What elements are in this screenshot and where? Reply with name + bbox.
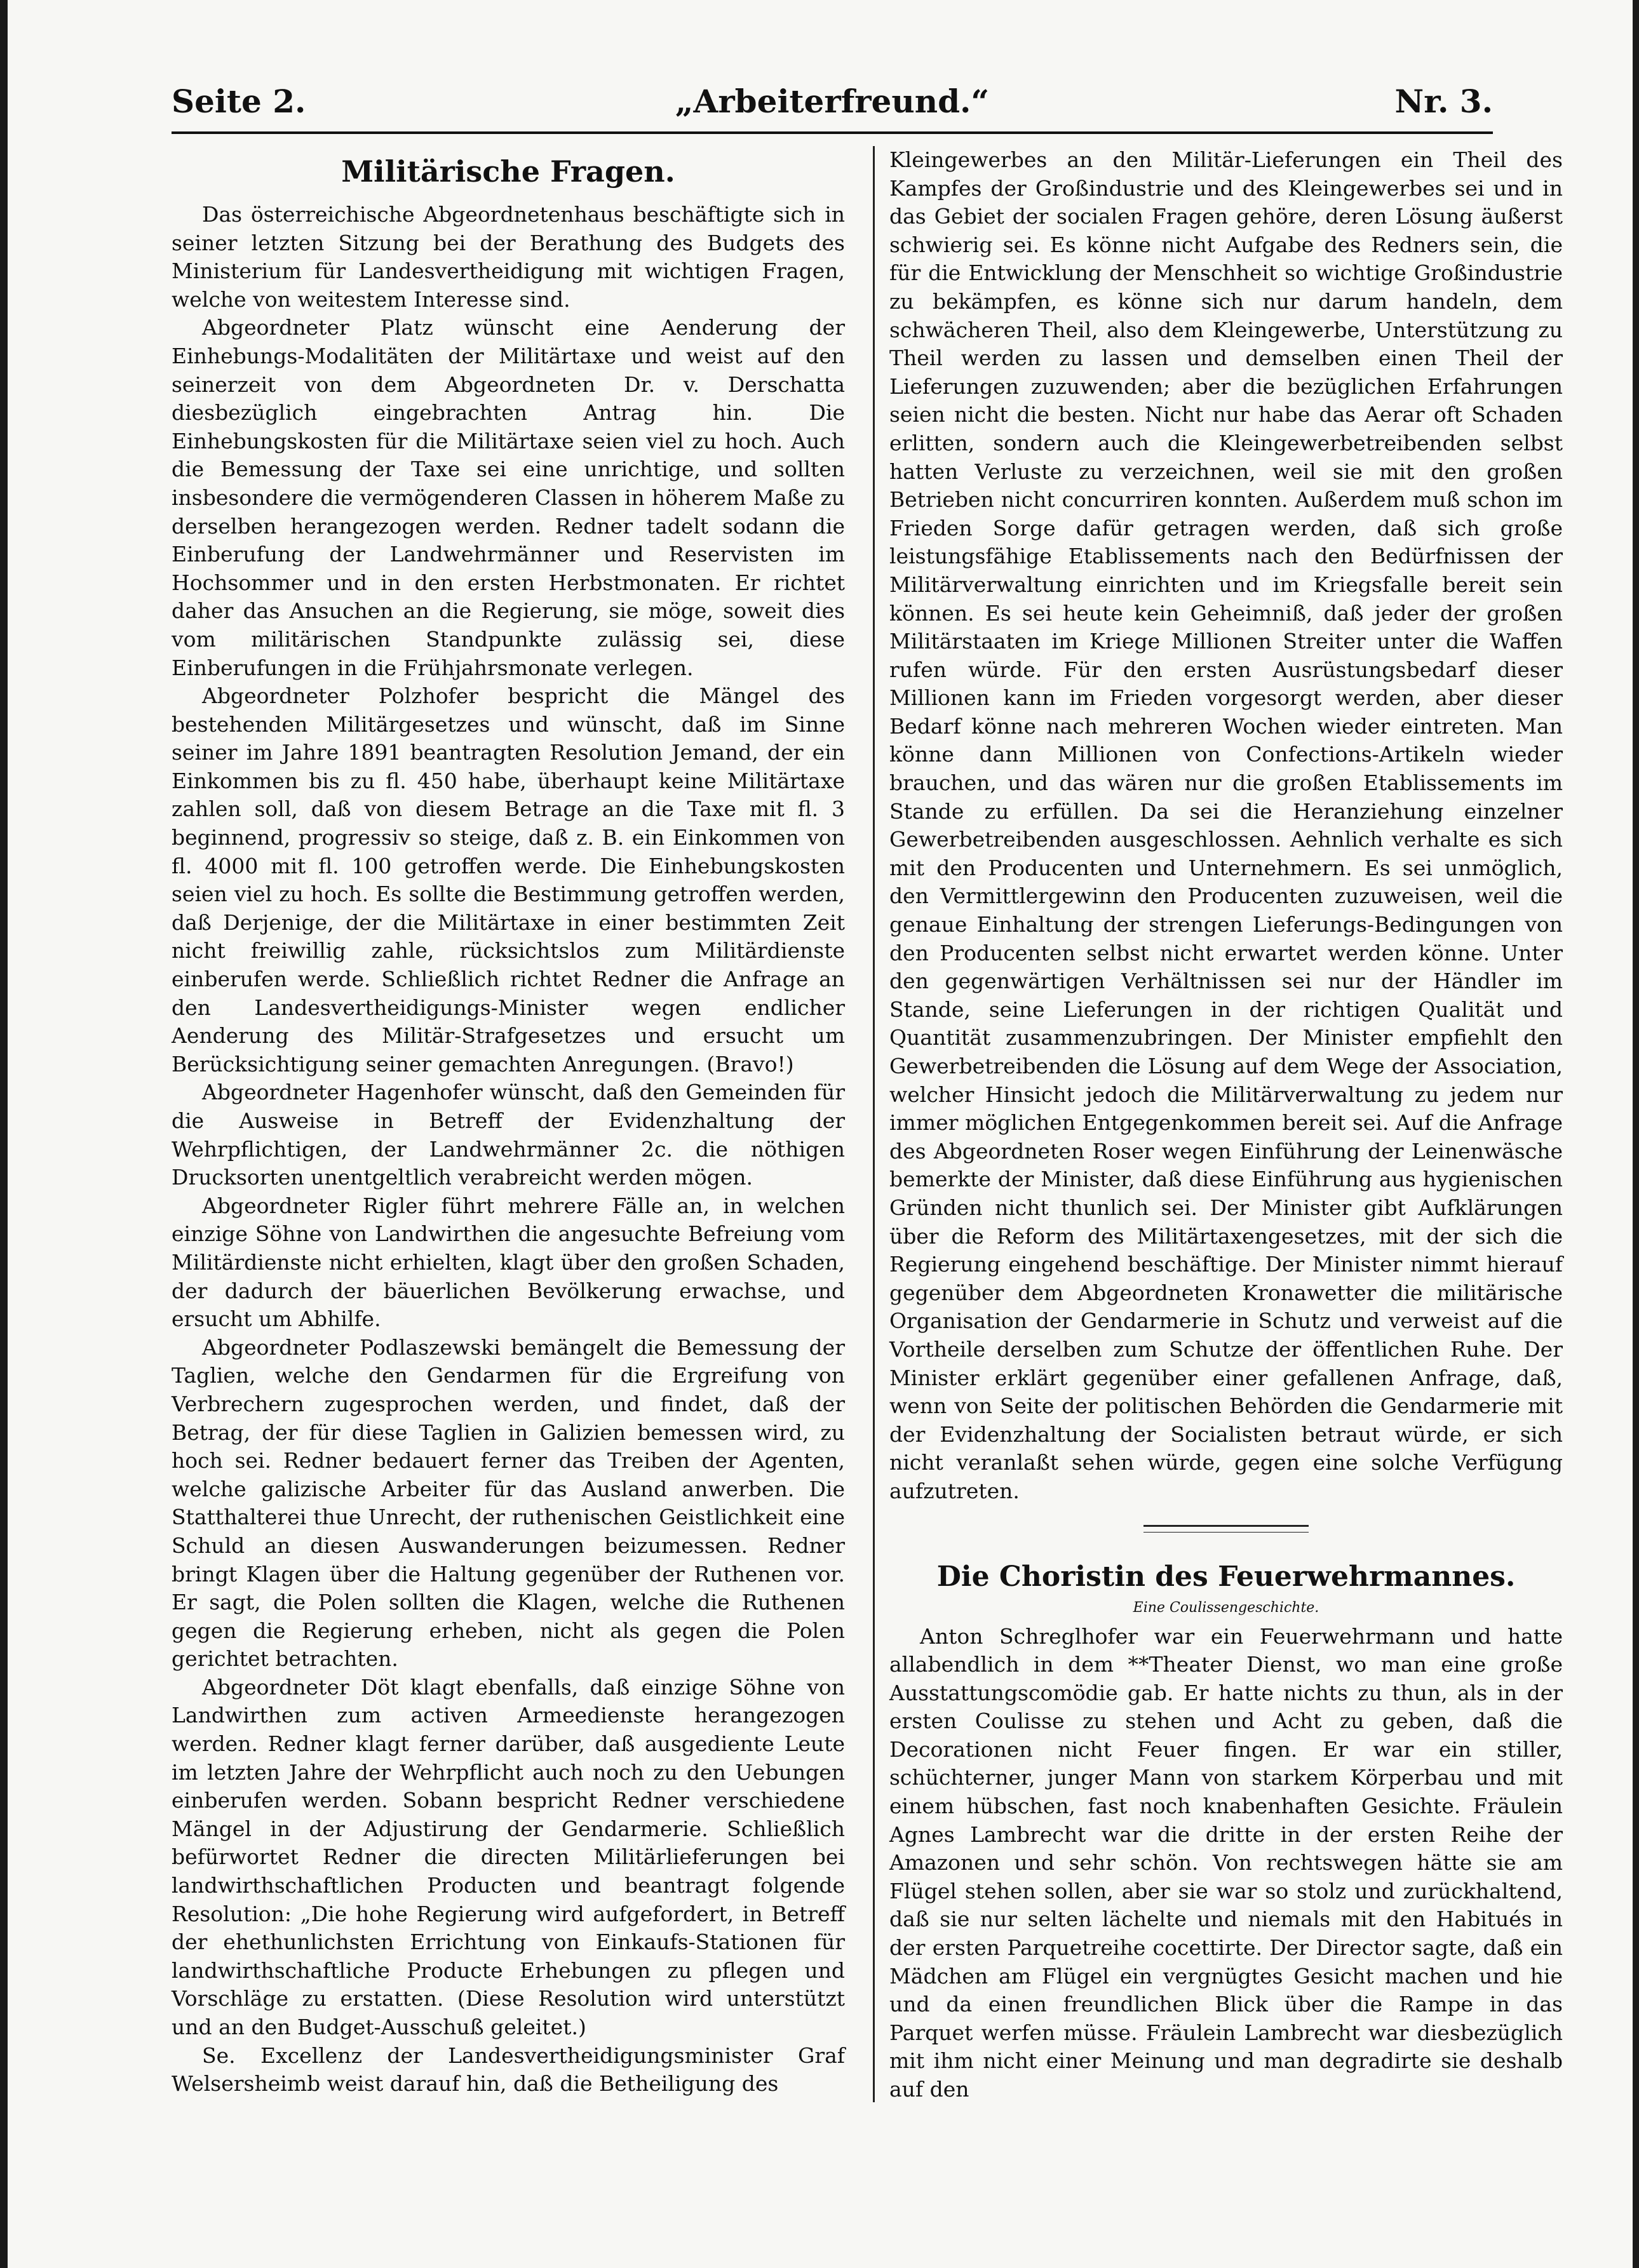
- article-title: Militärische Fragen.: [341, 154, 675, 189]
- article-paragraph: Abgeordneter Polzhofer bespricht die Mängel des bestehenden Militärgesetzes und wünscht, daß im Sinne seiner im Jahre 1891 beantragten Resolution Jemand, der ein Einkommen bis zu fl. 450 habe, überhaupt keine Militärtaxe zahlen soll, daß von diesem Betrage an die Taxe mit fl. 3 beginnend, progressiv so steige, daß z. B. ein Einkommen von fl. 4000 mit fl. 100 getroffen werde. Die Einhebungskosten seien viel zu hoch. Es sollte die Bestimmung getroffen werden, daß Derjenige, der die Militärtaxe in einer bestimmten Zeit nicht freiwillig zahle, rücksichtslos zum Militärdienste einberufen werde. Schließlich richtet Redner die Anfrage an den Landesvertheidigungs-Minister wegen endlicher Aenderung des Militär-Strafgesetzes und ersucht um Berücksichtigung seiner gemachten Anregungen. (Bravo!): [172, 683, 845, 1077]
- story-paragraph: Anton Schreglhofer war ein Feuerwehrmann und hatte allabendlich in dem **Theater Dienst, wo man eine große Ausstattungscomödie gab. Er hatte nichts zu thun, als in der ersten Coulisse zu stehen und Acht zu geben, daß die Decorationen nicht Feuer fingen. Er war ein stiller, schüchterner, junger Mann von starkem Körperbau und mit einem hübschen, fast noch knabenhaften Gesichte. Fräulein Agnes Lambrecht war die dritte in der ersten Reihe der Amazonen und sehr schön. Von rechtswegen hätte sie am Flügel stehen sollen, aber sie war so stolz und zurückhaltend, daß sie nur selten lächelte und niemals mit den Habitués in der ersten Parquetreihe cocettirte. Der Director sagte, daß ein Mädchen am Flügel ein vergnügtes Gesicht machen und hie und da einen freundlichen Blick über die Rampe in das Parquet werfen müsse. Fräulein Lambrecht war diesbezüglich mit ihm nicht einer Meinung und man degradirte sie deshalb auf den: [889, 1623, 1563, 2102]
- story-subtitle: Eine Coulissengeschichte.: [1133, 1599, 1319, 1616]
- page-number: Seite 2.: [172, 83, 306, 120]
- header-rule: [172, 131, 1493, 134]
- masthead-title: „Arbeiterfreund.“: [675, 83, 990, 120]
- article-paragraph: Abgeordneter Rigler führt mehrere Fälle an, in welchen einzige Söhne von Landwirthen die angesuchte Befreiung vom Militärdienste nicht erhielten, klagt über den großen Schaden, der dadurch der bäuerlichen Bevölkerung erwachse, und ersucht um Abhilfe.: [172, 1193, 845, 1332]
- article-paragraph: Abgeordneter Platz wünscht eine Aenderung der Einhebungs-Modalitäten der Militärtaxe und weist auf den seinerzeit von dem Abgeordneten Dr. v. Derschatta diesbezüglich eingebrachten Antrag hin. Die Einhebungskosten für die Militärtaxe seien viel zu hoch. Auch die Bemessung der Taxe sei eine unrichtige, und sollten insbesondere die vermögenderen Classen in höherem Maße zu derselben herangezogen werden. Redner tadelt sodann die Einberufung der Landwehrmänner und Reservisten im Hochsommer und in den ersten Herbstmonaten. Er richtet daher das Ansuchen an die Regierung, sie möge, soweit dies vom militärischen Standpunkte zulässig sei, diese Einberufungen in die Frühjahrsmonate verlegen.: [172, 315, 845, 680]
- article-paragraph-continued: Kleingewerbes an den Militär-Lieferungen ein Theil des Kampfes der Großindustrie und des Kleingewerbes sei und in das Gebiet der socialen Fragen gehöre, deren Lösung äußerst schwierig sei. Es könne nicht Aufgabe des Redners sein, die für die Entwicklung der Menschheit so wichtige Großindustrie zu bekämpfen, es könne sich nur darum handeln, dem schwächeren Theil, also dem Kleingewerbe, Unterstützung zu Theil werden zu lassen und demselben einen Theil der Lieferungen zuzuwenden; aber die bezüglichen Erfahrungen seien nicht die besten. Nicht nur habe das Aerar oft Schaden erlitten, sondern auch die Kleingewerbetreibenden selbst hatten Verluste zu verzeichnen, weil sie mit den großen Betrieben nicht concurriren konnten. Außerdem muß schon im Frieden Sorge dafür getragen werden, daß sich große leistungsfähige Etablissements nach den Bedürfnissen der Militärverwaltung einrichten und im Kriegsfalle bereit sein können. Es sei heute kein Geheimniß, daß jeder der großen Militärstaaten im Kriege Millionen Streiter unter die Waffen rufen würde. Für den ersten Ausrüstungsbedarf dieser Millionen kann im Frieden vorgesorgt werden, aber dieser Bedarf könne nach mehreren Wochen wieder eintreten. Man könne dann Millionen von Confections-Artikeln wieder brauchen, und das wären nur die großen Etablissements im Stande zu erfüllen. Da sei die Heranziehung einzelner Gewerbetreibenden ausgeschlossen. Aehnlich verhalte es sich mit den Producenten und Unternehmern. Es sei unmöglich, den Vermittlergewinn den Producenten zuzuweisen, weil die genaue Einhaltung der strengen Lieferungs-Bedingungen von den Producenten selbst nicht erwartet werden könne. Unter den gegenwärtigen Verhältnissen sei nur der Händler im Stande, seine Lieferungen in der richtigen Qualität und Quantität zusammenzubringen. Der Minister empfiehlt den Gewerbetreibenden die Lösung auf dem Wege der Association, welcher Hinsicht jedoch die Militärverwaltung zu jedem nur immer möglichen Entgegenkommen bereit sei. Auf die Anfrage des Abgeordneten Roser wegen Einführung der Leinenwäsche bemerkte der Minister, daß diese Einführung aus hygienischen Gründen nicht thunlich sei. Der Minister gibt Aufklärungen über die Reform des Militärtaxengesetzes, mit der sich die Regierung eingehend beschäftige. Der Minister nimmt hierauf gegenüber dem Abgeordneten Kronawetter die militärische Organisation der Gendarmerie in Schutz und verweist auf die Vortheile derselben zum Schutze der öffentlichen Ruhe. Der Minister erklärt gegenüber einer gefallenen Anfrage, daß, wenn von Seite der politischen Behörden die Gendarmerie mit der Evidenzhaltung der Socialisten betraut würde, er sich nicht veranlaßt sehen würde, gegen eine solche Verfügung aufzutreten.: [889, 147, 1563, 1503]
- article-paragraph: Abgeordneter Hagenhofer wünscht, daß den Gemeinden für die Ausweise in Betreff der Evidenzhaltung der Wehrpflichtigen, der Landwehrmänner 2c. die nöthigen Drucksorten unentgeltlich verabreicht werden mögen.: [172, 1080, 845, 1190]
- issue-number: Nr. 3.: [1394, 83, 1493, 120]
- page-header: [172, 79, 1493, 124]
- story-title: Die Choristin des Feuerwehrmannes.: [936, 1560, 1516, 1593]
- article-paragraph: Abgeordneter Döt klagt ebenfalls, daß einzige Söhne von Landwirthen zum activen Armeedienste herangezogen werden. Redner klagt ferner darüber, daß ausgediente Leute im letzten Jahre der Wehrpflicht auch noch zu den Uebungen einberufen werden. Sobann bespricht Redner verschiedene Mängel in der Adjustirung der Gendarmerie. Schließlich befürwortet Redner die directen Militärlieferungen bei landwirthschaftlichen Producten und beantragt folgende Resolution: „Die hohe Regierung wird aufgefordert, in Betreff der ehethunlichsten Errichtung von Einkaufs-Stationen für landwirthschaftliche Producte Erhebungen zu pflegen und Vorschläge zu erstatten. (Diese Resolution wird unterstützt und an den Budget-Ausschuß geleitet.): [172, 1674, 845, 2039]
- article-paragraph: Abgeordneter Podlaszewski bemängelt die Bemessung der Taglien, welche den Gendarmen für die Ergreifung von Verbrechern zugesprochen werden, und findet, daß der Betrag, der für diese Taglien in Galizien bemessen wird, zu hoch sei. Redner bedauert ferner das Treiben der Agenten, welche galizische Arbeiter für das Ausland anwerben. Die Statthalterei thue Unrecht, der ruthenischen Geistlichkeit eine Schuld an diesen Auswanderungen beizumessen. Redner bringt Klagen über die Haltung gegenüber der Ruthenen vor. Er sagt, die Polen sollten die Klagen, welche die Ruthenen gegen die Regierung erheben, nicht als gegen die Polen gerichtet betrachten.: [172, 1334, 845, 1672]
- column-divider: [873, 146, 875, 2102]
- article-paragraph: Se. Excellenz der Landesvertheidigungsminister Graf Welsersheimb weist darauf hin, daß die Betheiligung des: [172, 2043, 845, 2097]
- left-column: [172, 146, 845, 2098]
- scan-edge-right: [1633, 0, 1639, 2268]
- section-separator: [1143, 1525, 1309, 1533]
- article-paragraph: Das österreichische Abgeordnetenhaus beschäftigte sich in seiner letzten Sitzung bei der Berathung des Budgets des Ministerium für Landesvertheidigung mit wichtigen Fragen, welche von weitestem Interesse sind.: [172, 202, 845, 312]
- right-column: [889, 146, 1563, 2104]
- scan-edge-left: [0, 0, 8, 2268]
